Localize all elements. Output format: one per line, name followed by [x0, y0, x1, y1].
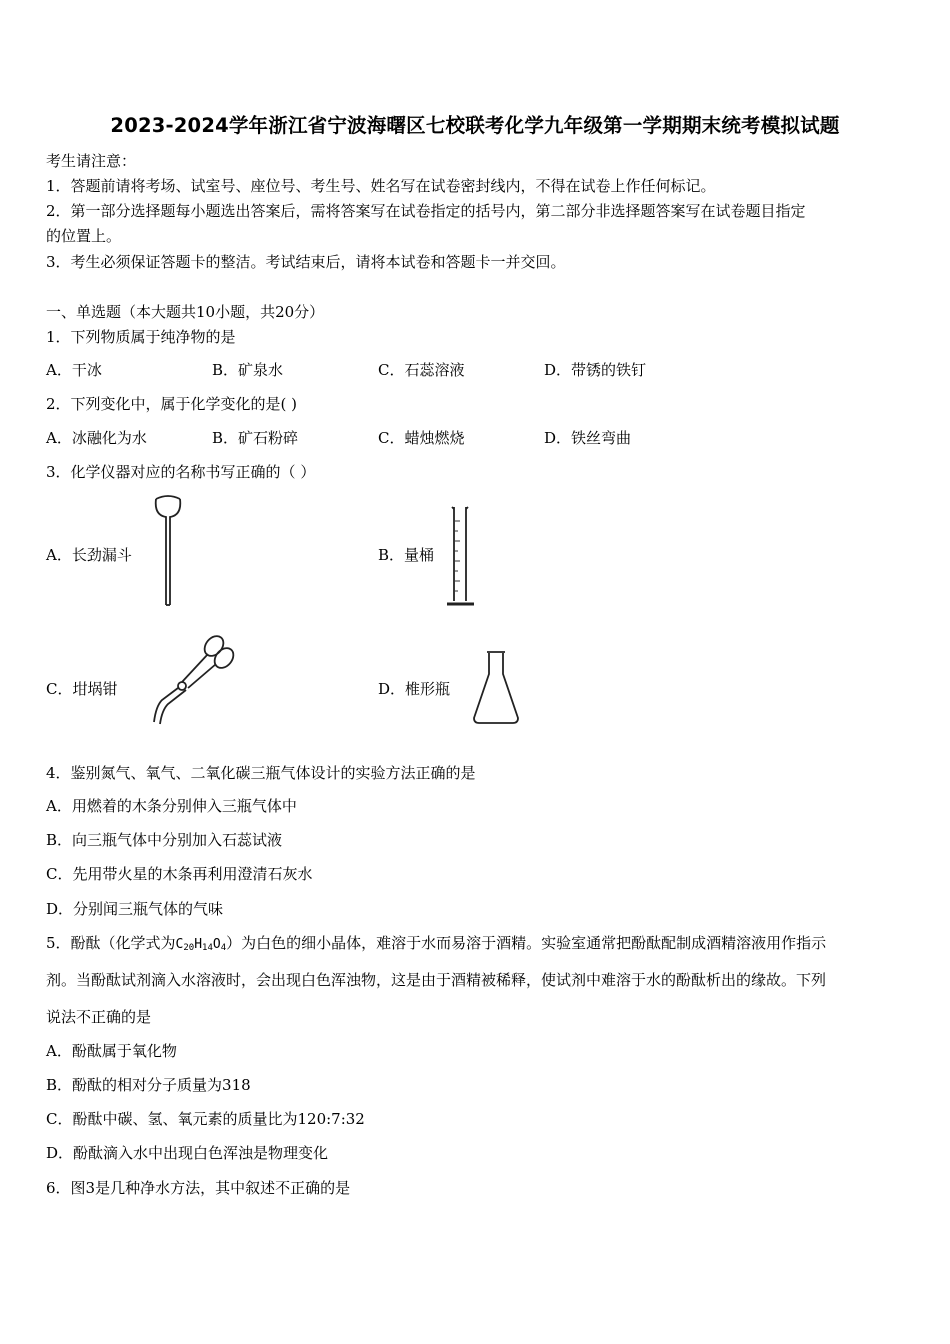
q6-stem: 6．图3是几种净水方法，其中叙述不正确的是	[46, 1179, 351, 1197]
formula-o-count: 4	[220, 943, 227, 953]
graduated-cylinder-icon	[444, 505, 478, 609]
q1-option-a[interactable]: A．干冰	[46, 361, 102, 379]
q3-option-c[interactable]: C．坩埚钳	[46, 680, 118, 698]
formula-h: H	[194, 937, 203, 952]
q1-stem: 1．下列物质属于纯净物的是	[46, 328, 236, 346]
q4-option-a[interactable]: A．用燃着的木条分别伸入三瓶气体中	[46, 797, 297, 815]
notice-item-3: 3．考生必须保证答题卡的整洁。考试结束后，请将本试卷和答题卡一并交回。	[46, 253, 566, 271]
page-title: 2023-2024学年浙江省宁波海曙区七校联考化学九年级第一学期期末统考模拟试题	[110, 114, 840, 137]
q3-option-d[interactable]: D．椎形瓶	[378, 680, 451, 698]
q2-stem: 2．下列变化中，属于化学变化的是( )	[46, 395, 298, 413]
q5-option-c[interactable]: C．酚酞中碳、氢、氧元素的质量比为120:7:32	[46, 1110, 365, 1128]
q3-option-a[interactable]: A．长劲漏斗	[46, 546, 132, 564]
section-heading: 一、单选题（本大题共10小题，共20分）	[46, 303, 325, 321]
q5-option-d[interactable]: D．酚酞滴入水中出现白色浑浊是物理变化	[46, 1144, 329, 1162]
q3-option-b[interactable]: B．量桶	[378, 546, 435, 564]
q5-stem-line-2: 剂。当酚酞试剂滴入水溶液时，会出现白色浑浊物，这是由于酒精被稀释，使试剂中难溶于水的酚酞析出的缘故。下列	[46, 971, 827, 989]
q4-option-c[interactable]: C．先用带火星的木条再利用澄清石灰水	[46, 865, 313, 883]
formula-c: C	[175, 937, 184, 952]
conical-flask-icon	[470, 650, 522, 726]
q4-option-d[interactable]: D．分别闻三瓶气体的气味	[46, 900, 224, 918]
q5-stem-suffix: ）为白色的细小晶体，难溶于水而易溶于酒精。实验室通常把酚酞配制成酒精溶液用作指示	[226, 934, 827, 952]
q1-option-b[interactable]: B．矿泉水	[212, 361, 284, 379]
q4-option-b[interactable]: B．向三瓶气体中分别加入石蕊试液	[46, 831, 283, 849]
long-neck-funnel-icon	[148, 493, 188, 609]
notice-item-2-cont: 的位置上。	[46, 227, 122, 245]
q3-stem: 3．化学仪器对应的名称书写正确的（ ）	[46, 463, 316, 481]
crucible-tongs-icon	[148, 632, 236, 728]
q2-option-a[interactable]: A．冰融化为水	[46, 429, 147, 447]
q2-option-c[interactable]: C．蜡烛燃烧	[378, 429, 465, 447]
formula-c-count: 20	[183, 943, 195, 953]
q5-stem-line-1	[46, 932, 826, 959]
formula-o: O	[212, 937, 221, 952]
q5-stem-line-3: 说法不正确的是	[46, 1008, 152, 1026]
notice-item-1: 1．答题前请将考场、试室号、座位号、考生号、姓名写在试卷密封线内，不得在试卷上作任何标记。	[46, 177, 716, 195]
chemical-formula	[176, 937, 227, 952]
q5-option-b[interactable]: B．酚酞的相对分子质量为318	[46, 1076, 251, 1094]
q4-stem: 4．鉴别氮气、氧气、二氧化碳三瓶气体设计的实验方法正确的是	[46, 764, 476, 782]
q1-option-d[interactable]: D．带锈的铁钉	[544, 361, 647, 379]
notice-heading: 考生请注意：	[46, 152, 137, 170]
q1-option-c[interactable]: C．石蕊溶液	[378, 361, 465, 379]
q2-option-d[interactable]: D．铁丝弯曲	[544, 429, 632, 447]
q5-stem-prefix: 5．酚酞（化学式为	[46, 934, 176, 952]
q2-option-b[interactable]: B．矿石粉碎	[212, 429, 299, 447]
q5-option-a[interactable]: A．酚酞属于氧化物	[46, 1042, 177, 1060]
notice-item-2: 2．第一部分选择题每小题选出答案后，需将答案写在试卷指定的括号内，第二部分非选择题答案写在试卷题目指定	[46, 202, 806, 220]
formula-h-count: 14	[202, 943, 213, 953]
